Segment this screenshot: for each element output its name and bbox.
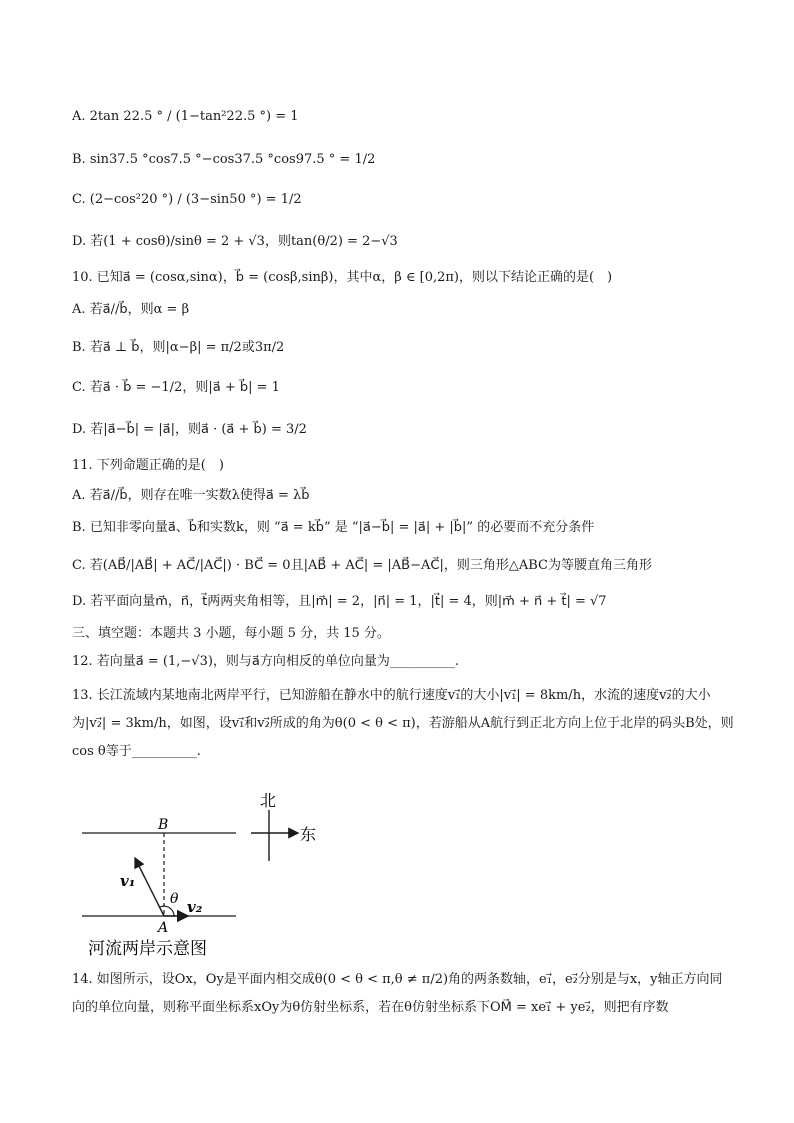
q11-option-b: B. 已知非零向量a⃗、b⃗和实数k，则 “a⃗ = kb⃗” 是 “|a⃗−b⃗| = |a⃗| + |b⃗|” 的必要而不充分条件: [72, 520, 595, 535]
q10-option-b: B. 若a⃗ ⊥ b⃗，则|α−β| = π/2或3π/2: [72, 340, 285, 355]
q9-option-d: D. 若(1 + cosθ)/sinθ = 2 + √3，则tan(θ/2) = 2−√3: [72, 234, 398, 249]
q10-option-c: C. 若a⃗ · b⃗ = −1/2，则|a⃗ + b⃗| = 1: [72, 380, 280, 395]
q9-option-b: B. sin37.5 °cos7.5 °−cos37.5 °cos97.5 ° = 1/2: [72, 152, 376, 167]
east-label: 东: [300, 825, 317, 844]
point-b-label: B: [158, 817, 169, 833]
diagram-caption: 河流两岸示意图: [88, 939, 207, 959]
section-3-heading: 三、填空题：本题共 3 小题，每小题 5 分，共 15 分。: [72, 626, 390, 641]
river-diagram: [76, 786, 346, 964]
q11-option-d: D. 若平面向量m⃗，n⃗，t⃗两两夹角相等，且|m⃗| = 2，|n⃗| = 1，|t⃗| = 4，则|m⃗ + n⃗ + t⃗| = √7: [72, 594, 607, 609]
north-label: 北: [260, 791, 277, 810]
q12: 12. 若向量a⃗ = (1,−√3)，则与a⃗方向相反的单位向量为__________.: [72, 654, 460, 669]
q14: 14. 如图所示，设Ox，Oy是平面内相交成θ(0 < θ < π,θ ≠ π/2)角的两条数轴，e₁⃗，e₂⃗分别是与x，y轴正方向同向的单位向量，则称平面坐标系xOy为θ仿射坐标系，若在θ仿射坐标系下OM⃗ = xe₁⃗ + ye₂⃗，则把有序数: [72, 972, 723, 1015]
q9-option-a: A. 2tan 22.5 ° / (1−tan²22.5 °) = 1: [72, 109, 299, 124]
q11-option-c: C. 若(AB⃗/|AB⃗| + AC⃗/|AC⃗|) · BC⃗ = 0且|AB⃗ + AC⃗| = |AB⃗−AC⃗|，则三角形△ABC为等腰直角三角形: [72, 558, 652, 573]
river-diagram-svg: [76, 786, 346, 964]
q9-option-c: C. (2−cos²20 °) / (3−sin50 °) = 1/2: [72, 192, 302, 207]
q10-option-a: A. 若a⃗//b⃗，则α = β: [72, 302, 190, 317]
q13: 13. 长江流域内某地南北两岸平行，已知游船在静水中的航行速度v₁⃗的大小|v₁⃗| = 8km/h，水流的速度v₂⃗的大小为|v₂⃗| = 3km/h，如图，设v₁⃗和v₂⃗所成的角为θ(0 < θ < π)，若游船从A航行到正北方向上位于北岸的码头B处，则cos θ等于__________.: [72, 688, 734, 759]
v2-label: v₂: [187, 898, 203, 916]
q10-stem: 10. 已知a⃗ = (cosα,sinα)，b⃗ = (cosβ,sinβ)，其中α，β ∈ [0,2π)，则以下结论正确的是( ): [72, 270, 613, 285]
point-a-label: A: [158, 920, 169, 936]
q11-option-a: A. 若a⃗//b⃗，则存在唯一实数λ使得a⃗ = λb⃗: [72, 488, 310, 503]
v1-label: v₁: [120, 872, 136, 890]
v1-arrow: [135, 858, 164, 916]
q11-stem: 11. 下列命题正确的是( ): [72, 458, 224, 473]
q10-option-d: D. 若|a⃗−b⃗| = |a⃗|，则a⃗ · (a⃗ + b⃗) = 3/2: [72, 422, 307, 437]
theta-label: θ: [170, 891, 179, 907]
